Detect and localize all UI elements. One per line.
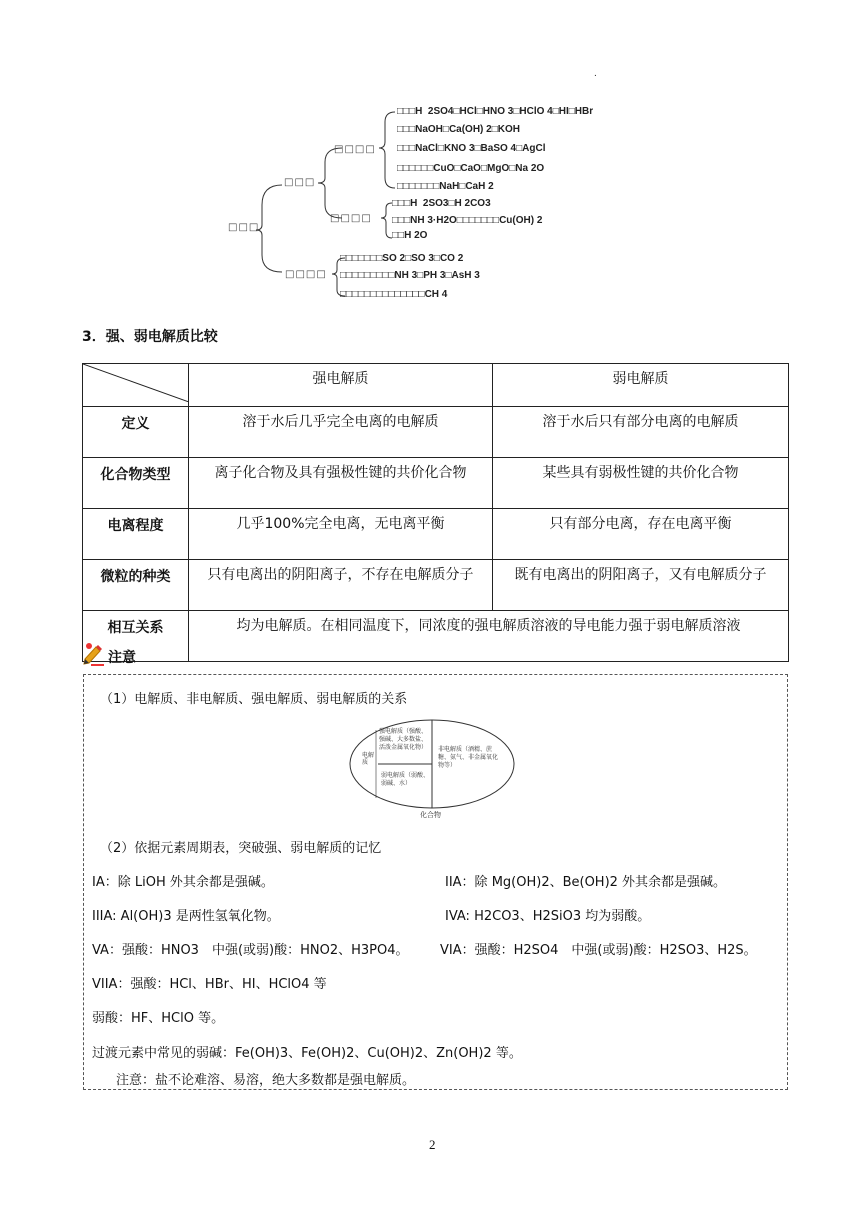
tree-item <box>397 163 544 174</box>
table-cell: 只有电离出的阴阳离子，不存在电解质分子 <box>189 560 493 611</box>
table-row <box>83 611 789 662</box>
diagonal-line <box>83 364 189 402</box>
tree-item-prefix: □□□□□□□□□□□□□□ <box>340 289 425 300</box>
diagram-nonelectrolyte-label: 非电解质（酒精、蔗糖、氨气、非金属氧化物等） <box>438 746 499 769</box>
tree-item-text: 2SO3□H 2CO3 <box>422 198 491 209</box>
tree-item-text: H 2O <box>404 230 428 241</box>
tree-item <box>392 230 427 241</box>
tree-item <box>397 124 520 135</box>
tree-item-prefix: □□□H <box>397 106 423 117</box>
table-cell: 几乎100%完全电离，无电离平衡 <box>189 509 493 560</box>
note-viia: VIIA：强酸：HCl、HBr、HI、HClO4 等 <box>92 977 327 992</box>
note-salt: 注意：盐不论难溶、易溶，绝大多数都是强电解质。 <box>116 1073 416 1088</box>
table-row <box>83 458 789 509</box>
row-header: 电离程度 <box>83 509 189 560</box>
diagram-caption: 化合物 <box>420 811 441 819</box>
note-iiia: IIIA: Al(OH)3 是两性氢氧化物。 <box>92 909 280 924</box>
tree-item-prefix: □□□□□□□□□ <box>340 270 395 281</box>
table-cell: 既有电离出的阴阳离子，又有电解质分子 <box>493 560 789 611</box>
tree-sub2-label: □□□□ <box>330 213 372 224</box>
tree-item <box>340 253 463 264</box>
tree-item-prefix: □□□ <box>392 215 411 226</box>
tree-item <box>397 143 546 154</box>
electrolyte-diagram <box>348 718 516 822</box>
tree-sub1-label: □□□□ <box>334 144 376 155</box>
tree-item-prefix: □□□ <box>397 124 416 135</box>
table-cell: 溶于水后只有部分电离的电解质 <box>493 407 789 458</box>
tree-item-text: 2SO4□HCl□HNO 3□HClO 4□HI□HBr <box>427 106 594 117</box>
table-cell: 某些具有弱极性键的共价化合物 <box>493 458 789 509</box>
stray-dot: . <box>594 68 597 79</box>
page-number: 2 <box>429 1137 436 1152</box>
table-cell: 离子化合物及具有强极性键的共价化合物 <box>189 458 493 509</box>
tree-item <box>340 289 447 300</box>
tree-branch1-label: □□□ <box>284 177 316 188</box>
note-iva: IVA: H2CO3、H2SiO3 均为弱酸。 <box>445 909 651 924</box>
tree-item <box>392 198 491 209</box>
column-header-strong: 强电解质 <box>189 364 493 407</box>
column-header-weak: 弱电解质 <box>493 364 789 407</box>
tree-item-prefix: □□□H <box>392 198 418 209</box>
section-title: 3．强、弱电解质比较 <box>82 329 218 345</box>
note-line-2: （2）依据元素周期表，突破强、弱电解质的记忆 <box>100 841 382 856</box>
diagram-weak-label: 弱电解质（弱酸、弱碱、水） <box>381 772 430 787</box>
tree-item <box>340 270 480 281</box>
comparison-table <box>82 363 789 662</box>
tree-item-prefix: □□□□□□ <box>397 163 434 174</box>
tree-item-prefix: □□□□□□□ <box>397 181 440 192</box>
tree-item-text: NH 3□PH 3□AsH 3 <box>394 270 480 281</box>
row-header: 定义 <box>83 407 189 458</box>
diagonal-header-cell <box>83 364 189 407</box>
table-cell: 溶于水后几乎完全电离的电解质 <box>189 407 493 458</box>
table-cell-merged: 均为电解质。在相同温度下，同浓度的强电解质溶液的导电能力强于弱电解质溶液 <box>189 611 789 662</box>
tree-item <box>392 215 542 226</box>
tree-item-text: NaCl□KNO 3□BaSO 4□AgCl <box>415 143 546 154</box>
tree-item-prefix: □□ <box>392 230 405 241</box>
tree-item-text: CuO□CaO□MgO□Na 2O <box>433 163 545 174</box>
note-title: 注意 <box>108 650 136 666</box>
table-row <box>83 509 789 560</box>
diagram-strong-label: 强电解质（强酸、强碱、大多数盐、活泼金属氧化物） <box>379 728 428 751</box>
note-weak-acid: 弱酸：HF、HClO 等。 <box>92 1011 225 1026</box>
tree-item-text: NaOH□Ca(OH) 2□KOH <box>415 124 520 135</box>
note-via: VIA：强酸：H2SO4 中强(或弱)酸：H2SO3、H2S。 <box>440 943 757 958</box>
tree-item-prefix: □□□□□□□ <box>340 253 383 264</box>
pencil-icon <box>82 641 106 667</box>
tree-branch2-label: □□□□ <box>285 269 327 280</box>
table-cell: 只有部分电离，存在电离平衡 <box>493 509 789 560</box>
tree-item-text: SO 2□SO 3□CO 2 <box>382 253 464 264</box>
table-row <box>83 407 789 458</box>
tree-item <box>397 181 494 192</box>
note-transition: 过渡元素中常见的弱碱：Fe(OH)3、Fe(OH)2、Cu(OH)2、Zn(OH)2 等。 <box>92 1046 522 1061</box>
tree-root-label: □□□ <box>228 222 260 233</box>
table-header-row <box>83 364 789 407</box>
row-header: 相互关系 <box>83 611 189 662</box>
tree-item-prefix: □□□ <box>397 143 416 154</box>
note-va: VA：强酸：HNO3 中强(或弱)酸：HNO2、H3PO4。 <box>92 943 409 958</box>
row-header: 微粒的种类 <box>83 560 189 611</box>
tree-item-text: CH 4 <box>424 289 448 300</box>
diagram-electrolyte-label: 电解质 <box>362 752 375 766</box>
tree-item <box>397 106 593 117</box>
note-line-1: （1）电解质、非电解质、强电解质、弱电解质的关系 <box>100 692 408 707</box>
note-iia: IIA：除 Mg(OH)2、Be(OH)2 外其余都是强碱。 <box>445 875 727 890</box>
note-ia: IA：除 LiOH 外其余都是强碱。 <box>92 875 274 890</box>
row-header: 化合物类型 <box>83 458 189 509</box>
table-row <box>83 560 789 611</box>
tree-item-text: NH 3·H2O□□□□□□□Cu(OH) 2 <box>410 215 543 226</box>
tree-item-text: NaH□CaH 2 <box>439 181 494 192</box>
